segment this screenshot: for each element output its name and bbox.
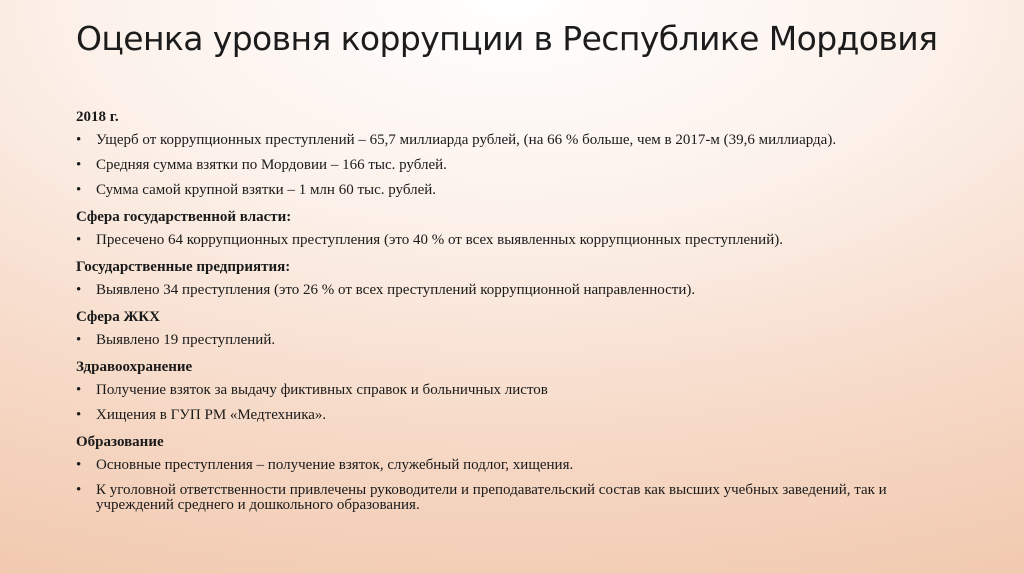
list-item [76,283,956,298]
section-heading: Образование [76,434,164,450]
list-item [76,233,956,248]
list-item-text: Ущерб от коррупционных преступлений – 65,7 миллиарда рублей, (на 66 % больше, чем в 2017-м (39,6 миллиарда). [96,132,837,148]
bullet-icon: • [76,132,82,148]
list-item [76,458,956,473]
list-item [76,133,956,148]
bullet-icon: • [76,382,82,398]
list-item-text: К уголовной ответственности привлечены руководители и преподавательский состав как высших учебных заведений, так и учреждений среднего и дошкольного образования. [96,482,887,513]
bullet-list [76,233,956,248]
list-item [76,158,956,173]
section-healthcare [76,358,956,423]
list-item [76,483,956,513]
bullet-list [76,133,956,198]
list-item-text: Выявлено 34 преступления (это 26 % от всех преступлений коррупционной направленности). [96,282,696,298]
section-state-enterprises [76,258,956,298]
section-heading: Государственные предприятия: [76,259,291,275]
bullet-icon: • [76,332,82,348]
section-heading: Сфера ЖКХ [76,309,161,325]
bullet-list [76,383,956,423]
list-item [76,383,956,398]
bullet-list [76,458,956,513]
section-2018 [76,108,956,198]
bullet-list [76,283,956,298]
bullet-icon: • [76,407,82,423]
bullet-icon: • [76,232,82,248]
list-item [76,333,956,348]
bullet-icon: • [76,157,82,173]
bullet-icon: • [76,482,82,498]
section-heading: Здравоохранение [76,359,193,375]
list-item-text: Сумма самой крупной взятки – 1 млн 60 тыс. рублей. [96,182,437,198]
list-item-text: Получение взяток за выдачу фиктивных справок и больничных листов [96,382,548,398]
bullet-list [76,333,956,348]
list-item-text: Средняя сумма взятки по Мордовии – 166 тыс. рублей. [96,157,447,173]
section-heading: 2018 г. [76,109,119,125]
section-government [76,208,956,248]
list-item-text: Основные преступления – получение взяток, служебный подлог, хищения. [96,457,574,473]
list-item [76,408,956,423]
list-item-text: Выявлено 19 преступлений. [96,332,276,348]
slide-title: Оценка уровня коррупции в Республике Мордовия [76,19,938,58]
section-housing [76,308,956,348]
section-education [76,433,956,513]
list-item-text: Хищения в ГУП РМ «Медтехника». [96,407,327,423]
slide-content [76,108,956,523]
bullet-icon: • [76,182,82,198]
bullet-icon: • [76,282,82,298]
bullet-icon: • [76,457,82,473]
list-item-text: Пресечено 64 коррупционных преступления (это 40 % от всех выявленных коррупционных преступлений). [96,232,783,248]
list-item [76,183,956,198]
section-heading: Сфера государственной власти: [76,209,292,225]
